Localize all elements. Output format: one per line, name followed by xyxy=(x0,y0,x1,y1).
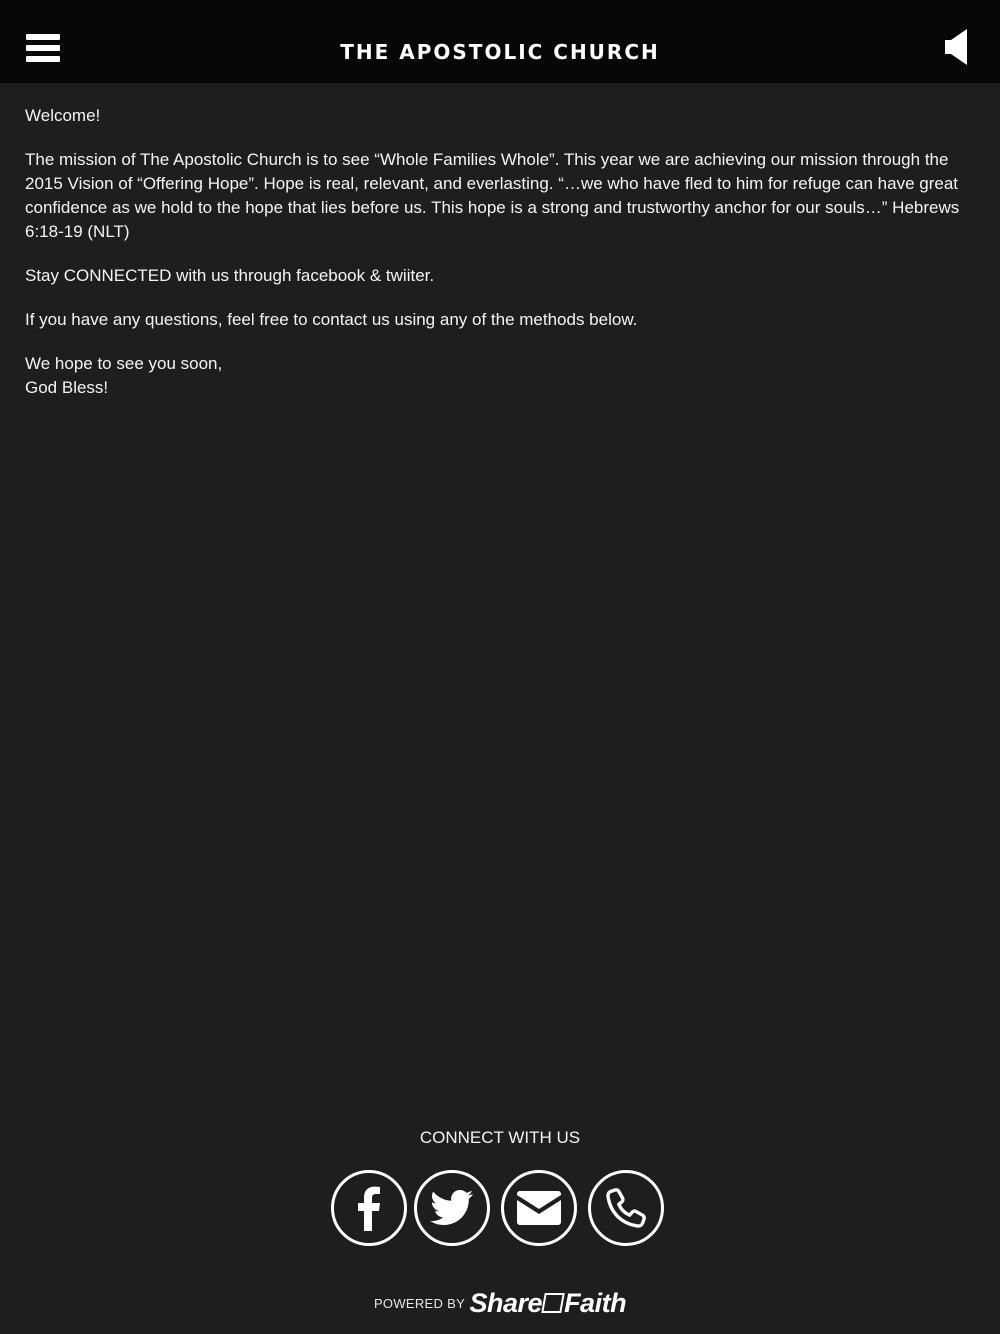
questions-paragraph: If you have any questions, feel free to contact us using any of the methods below. xyxy=(25,310,638,329)
signoff-line: God Bless! xyxy=(25,378,109,397)
email-glyph xyxy=(516,1190,562,1226)
social-links xyxy=(0,1170,1000,1246)
speaker-icon-graphic xyxy=(938,27,972,67)
brand-faith: Faith xyxy=(564,1288,627,1318)
connected-paragraph: Stay CONNECTED with us through facebook & twiiter. xyxy=(25,266,435,285)
welcome-content xyxy=(25,104,975,420)
facebook-icon[interactable] xyxy=(331,1170,407,1246)
closing-line: We hope to see you soon, xyxy=(25,354,223,373)
brand-share: Share xyxy=(469,1288,543,1318)
powered-by-label: POWERED BY xyxy=(373,1296,466,1311)
greeting-text: Welcome! xyxy=(25,106,101,125)
sharefaith-logo[interactable] xyxy=(470,1288,627,1318)
twitter-glyph xyxy=(430,1189,474,1227)
phone-glyph xyxy=(606,1188,646,1228)
top-bar xyxy=(0,0,1000,83)
closing-paragraph xyxy=(25,352,975,400)
speaker-icon[interactable] xyxy=(938,27,972,67)
facebook-glyph xyxy=(349,1185,389,1231)
twitter-icon[interactable] xyxy=(414,1170,490,1246)
email-icon[interactable] xyxy=(501,1170,577,1246)
phone-icon[interactable] xyxy=(588,1170,664,1246)
connect-heading: CONNECT WITH US xyxy=(419,1128,581,1147)
page-title: THE APOSTOLIC CHURCH xyxy=(340,40,660,64)
mission-paragraph: The mission of The Apostolic Church is to see “Whole Families Whole”. This year we are achieving our mission through the 2015 Vision of “Offering Hope”. Hope is real, relevant, and everlasting. “…we who have fled to him for refuge can have great confidence as we hold to the hope that lies before us. This hope is a strong and trustworthy anchor for our souls…” Hebrews 6:18-19 (NLT) xyxy=(25,150,960,241)
sharefaith-mark-icon xyxy=(541,1293,565,1313)
powered-by-footer xyxy=(0,1288,1000,1320)
